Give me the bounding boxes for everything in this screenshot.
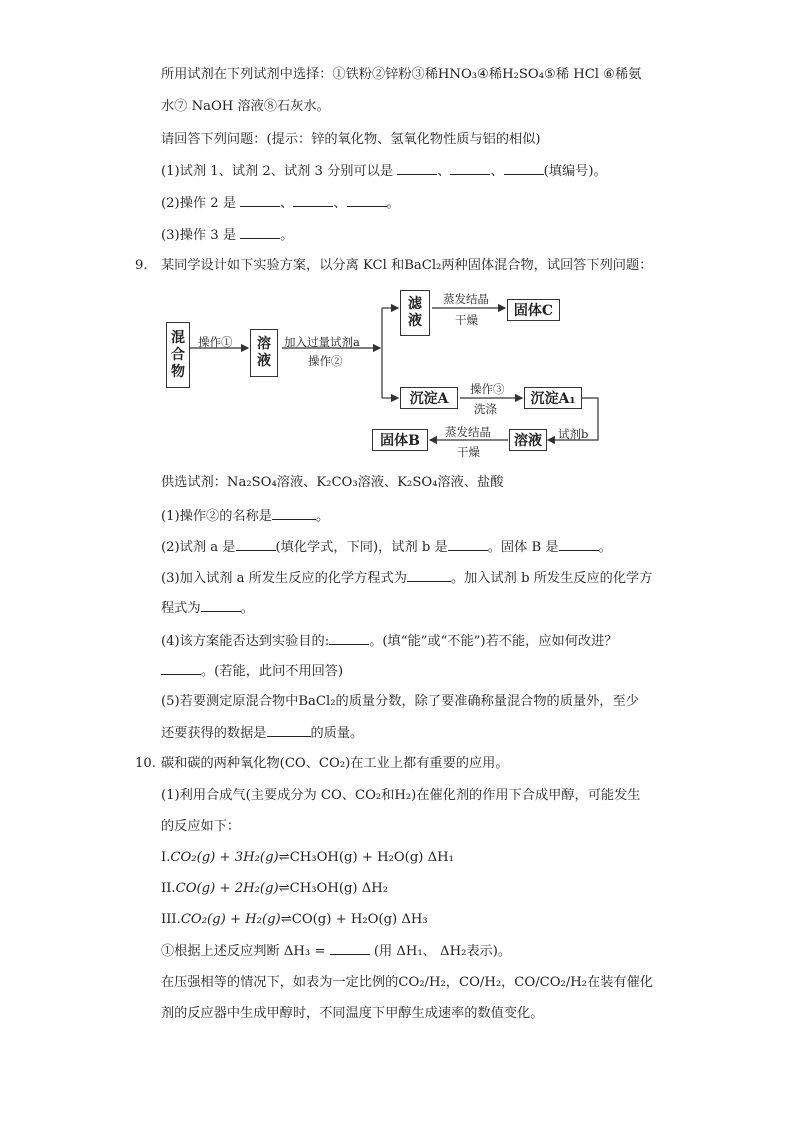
answer-blank[interactable]: [161, 662, 201, 675]
q9-part3-cont: 程式为 。: [161, 601, 254, 616]
solid-b-box: 固体B: [372, 429, 428, 451]
reagent-list-line2: 水⑦ NaOH 溶液⑧石灰水。: [161, 99, 330, 114]
answer-blank[interactable]: [240, 194, 280, 207]
question-number-10: 10.: [135, 756, 156, 771]
hint-line: 请回答下列问题：(提示：锌的氧化物、氢氧化物性质与铝的相似): [161, 132, 541, 147]
answer-blank[interactable]: [267, 724, 311, 737]
q9-part4: (4)该方案能否达到实验目的: 。(填“能”或“不能”)若不能，应如何改进？: [161, 634, 618, 649]
mixture-box: 混 合 物: [166, 322, 190, 388]
q10-part1: (1)利用合成气(主要成分为 CO、CO₂和H₂)在催化剂的作用下合成甲醇，可能发生: [161, 788, 641, 803]
answer-blank[interactable]: [448, 538, 488, 551]
question-part2: (2)操作 2 是 、 、 。: [161, 196, 400, 211]
answer-blank[interactable]: [329, 632, 369, 645]
table-intro-cont: 剂的反应器中生成甲醇时，不同温度下甲醇生成速率的数值变化。: [161, 1006, 544, 1021]
q9-part3: (3)加入试剂 a 所发生反应的化学方程式为 。加入试剂 b 所发生反应的化学方: [161, 571, 653, 586]
answer-blank[interactable]: [201, 599, 241, 612]
precipitate-a1-box: 沉淀A₁: [524, 387, 582, 409]
q9-part5: (5)若要测定原混合物中BaCl₂的质量分数，除了要准确称量混合物的质量外，至少: [161, 694, 639, 709]
q9-part1: (1)操作②的名称是 。: [161, 509, 330, 524]
question-part1: (1)试剂 1、试剂 2、试剂 3 分别可以是 、 、 (填编号)。: [161, 164, 607, 179]
question-number-9: 9.: [135, 258, 148, 273]
separation-flow-diagram: [160, 286, 610, 459]
answer-blank[interactable]: [293, 194, 333, 207]
answer-blank[interactable]: [397, 162, 437, 175]
filtrate-box: 滤 液: [400, 290, 430, 336]
answer-blank[interactable]: [236, 538, 276, 551]
dry-label-top: 干燥: [455, 313, 478, 327]
op3-label: 操作③: [470, 382, 505, 396]
op2-label: 操作②: [308, 354, 343, 368]
reaction-3: III.CO₂(g) + H₂(g)⇌CO(g) + H₂O(g) ΔH₃: [161, 912, 428, 927]
solution2-box: 溶液: [509, 429, 547, 451]
answer-blank[interactable]: [330, 942, 370, 955]
reaction-2: II.CO(g) + 2H₂(g)⇌CH₃OH(g) ΔH₂: [161, 881, 389, 896]
evap-label-top: 蒸发结晶: [443, 292, 489, 306]
answer-blank[interactable]: [559, 538, 599, 551]
q9-part4-cont: 。(若能，此问不用回答): [161, 662, 343, 681]
answer-blank[interactable]: [347, 194, 387, 207]
q10-part1-cont: 的反应如下：: [161, 819, 241, 834]
reagent-list-line1: 所用试剂在下列试剂中选择：①铁粉②锌粉③稀HNO₃④稀H₂SO₄⑤稀 HCl ⑥稀氨: [161, 67, 642, 82]
question-part3: (3)操作 3 是 。: [161, 228, 294, 243]
table-intro: 在压强相等的情况下，如表为一定比例的CO₂/H₂，CO/H₂，CO/CO₂/H₂在装有催化: [161, 975, 653, 990]
answer-blank[interactable]: [272, 507, 316, 520]
question-10-stem: 碳和碳的两种氧化物(CO、CO₂)在工业上都有重要的应用。: [161, 756, 509, 771]
enthalpy-judgement: ①根据上述反应判断 ΔH₃ = (用 ΔH₁、 ΔH₂表示)。: [161, 944, 512, 959]
add-reagent-label: 加入过量试剂a: [284, 335, 360, 349]
precipitate-a-box: 沉淀A: [400, 387, 458, 409]
available-reagents: 供选试剂：Na₂SO₄溶液、K₂CO₃溶液、K₂SO₄溶液、盐酸: [161, 475, 504, 490]
question-9-stem: 某同学设计如下实验方案，以分离 KCl 和BaCl₂两种固体混合物，试回答下列问题：: [161, 258, 653, 273]
answer-blank[interactable]: [504, 162, 544, 175]
q9-part2: (2)试剂 a 是 (填化学式，下同)，试剂 b 是 。固体 B 是 。: [161, 540, 612, 555]
q9-part5-cont: 还要获得的数据是 的质量。: [161, 726, 364, 741]
reagent-b-label: 试剂b: [558, 427, 589, 441]
answer-blank[interactable]: [240, 226, 280, 239]
wash-label: 洗涤: [474, 402, 497, 416]
op1-label: 操作①: [198, 335, 233, 349]
evap-label-bottom: 蒸发结晶: [445, 425, 491, 439]
reaction-1: I.CO₂(g) + 3H₂(g)⇌CH₃OH(g) + H₂O(g) ΔH₁: [161, 850, 454, 865]
answer-blank[interactable]: [450, 162, 490, 175]
answer-blank[interactable]: [407, 569, 451, 582]
solution-box: 溶 液: [250, 329, 278, 377]
dry-label-bottom: 干燥: [457, 445, 480, 459]
solid-c-box: 固体C: [507, 299, 560, 321]
